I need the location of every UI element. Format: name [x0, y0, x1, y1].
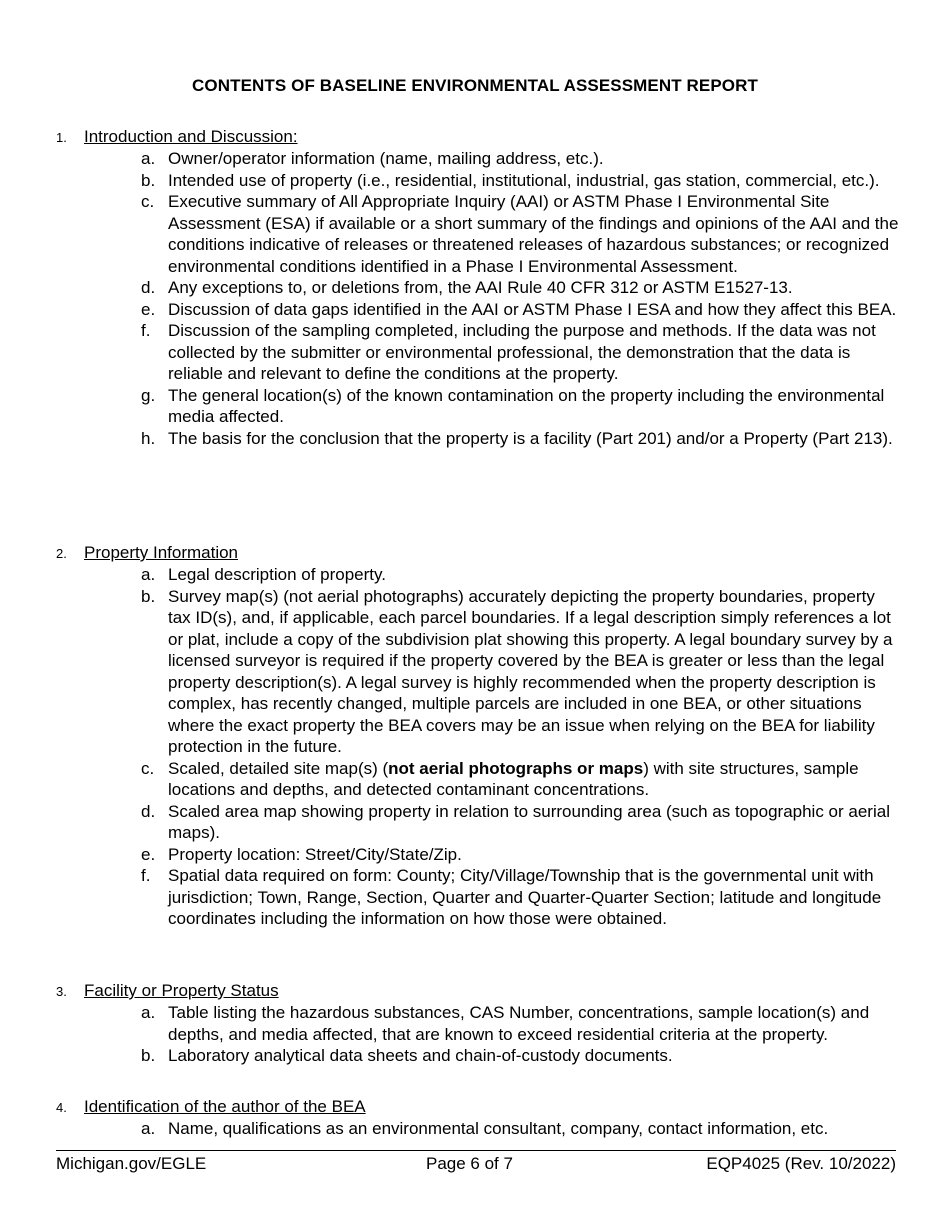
- item-label: g.: [141, 385, 156, 405]
- item-label: a.: [141, 149, 156, 168]
- item-text-bold: not aerial photographs or maps: [388, 758, 644, 778]
- list-item: [141, 586, 901, 758]
- item-text: Scaled area map showing property in relation to surrounding area (such as topographic or aerial maps).: [168, 801, 890, 842]
- item-text: Table listing the hazardous substances, CAS Number, concentrations, sample location(s) and depths, and media affected, that are known to exceed residential criteria at the property.: [168, 1003, 870, 1044]
- item-text: Any exceptions to, or deletions from, the AAI Rule 40 CFR 312 or ASTM E1527-13.: [168, 278, 793, 297]
- section-number: 2.: [56, 546, 67, 561]
- list-item: [141, 320, 901, 385]
- footer-website: Michigan.gov/EGLE: [56, 1154, 207, 1173]
- item-label: f.: [141, 866, 151, 885]
- item-text: Spatial data required on form: County; City/Village/Township that is the governmental unit with jurisdiction; Town, Range, Section, Quarter and Quarter-Quarter Section; latitude and longitude coordinates including the information on how those were obtained.: [168, 866, 882, 928]
- item-text: Name, qualifications as an environmental consultant, company, contact information, etc.: [168, 1119, 829, 1138]
- list-item: [141, 170, 901, 192]
- item-text: Legal description of property.: [168, 565, 386, 584]
- list-item: [141, 865, 901, 930]
- list-item: [141, 385, 901, 428]
- list-item: [141, 1045, 901, 1067]
- section-number: 1.: [56, 130, 67, 145]
- list-item: [141, 1002, 901, 1045]
- section-heading: Identification of the author of the BEA: [84, 1097, 366, 1116]
- item-text: Intended use of property (i.e., residential, institutional, industrial, gas station, commercial, etc.).: [168, 170, 880, 190]
- page-footer: [56, 1150, 896, 1173]
- list-item: [141, 801, 901, 844]
- item-label: b.: [141, 170, 156, 190]
- list-item: [141, 148, 901, 170]
- list-item: [141, 758, 901, 801]
- item-text: Survey map(s) (not aerial photographs) accurately depicting the property boundaries, property tax ID(s), and, if applicable, each parcel boundaries. If a legal description simply references a lot or plat, include a copy of the subdivision plat showing this property. A legal boundary survey by a licensed surveyor is required if the property covered by the BEA is greater or less than the legal property description(s). A legal survey is highly recommended when the property description is complex, has recently changed, multiple parcels are included in one BEA, or other situations where the exact property the BEA covers may be an issue when relying on the BEA for liability protection in the future.: [168, 586, 893, 756]
- footer-page-number: Page 6 of 7: [426, 1154, 513, 1173]
- item-label: d.: [141, 801, 156, 821]
- list-item: [141, 299, 901, 321]
- item-text: The general location(s) of the known contamination on the property including the environmental media affected.: [168, 385, 885, 426]
- item-text: Executive summary of All Appropriate Inquiry (AAI) or ASTM Phase I Environmental Site Assessment (ESA) if available or a short summary of the findings and opinions of the AAI and the conditions indicative of releases or threatened releases of hazardous substances; or recognized environmental conditions identified in a Phase I Environmental Assessment.: [168, 192, 899, 276]
- page-title: CONTENTS OF BASELINE ENVIRONMENTAL ASSESSMENT REPORT: [192, 76, 758, 95]
- section-number: 4.: [56, 1100, 67, 1115]
- item-list: [141, 1118, 901, 1140]
- section-heading: Introduction and Discussion:: [84, 127, 298, 146]
- list-item: [141, 844, 901, 866]
- item-list: [141, 1002, 901, 1067]
- item-text: Discussion of data gaps identified in the AAI or ASTM Phase I ESA and how they affect this BEA.: [168, 299, 897, 319]
- item-list: [141, 564, 901, 930]
- item-text: Property location: Street/City/State/Zip.: [168, 844, 462, 864]
- item-label: b.: [141, 586, 156, 606]
- list-item: [141, 1118, 901, 1140]
- item-label: b.: [141, 1046, 156, 1065]
- item-label: h.: [141, 428, 156, 448]
- list-item: [141, 428, 901, 450]
- item-label: a.: [141, 565, 156, 584]
- item-label: e.: [141, 844, 156, 864]
- item-text: Owner/operator information (name, mailing address, etc.).: [168, 149, 604, 168]
- list-item: [141, 277, 901, 299]
- section-number: 3.: [56, 984, 67, 999]
- item-label: f.: [141, 321, 151, 340]
- section-heading: Facility or Property Status: [84, 981, 279, 1000]
- list-item: [141, 564, 901, 586]
- item-label: d.: [141, 278, 156, 297]
- list-item: [141, 191, 901, 277]
- item-text: Discussion of the sampling completed, including the purpose and methods. If the data was not collected by the submitter or environmental professional, the demonstration that the data is reliable and relevant to define the conditions at the property.: [168, 321, 876, 383]
- item-text: Laboratory analytical data sheets and chain-of-custody documents.: [168, 1046, 673, 1065]
- footer-form-id: EQP4025 (Rev. 10/2022): [706, 1154, 896, 1173]
- item-label: c.: [141, 758, 155, 778]
- item-list: [141, 148, 901, 449]
- item-label: c.: [141, 192, 155, 211]
- section-heading: Property Information: [84, 543, 239, 562]
- item-label: e.: [141, 299, 156, 319]
- item-label: a.: [141, 1003, 156, 1022]
- item-text: The basis for the conclusion that the property is a facility (Part 201) and/or a Property (Part 213).: [168, 428, 893, 448]
- item-label: a.: [141, 1119, 156, 1138]
- item-text-before: Scaled, detailed site map(s) (: [168, 758, 389, 778]
- item-text-after: ) with site structures, sample locations and depths, and detected contaminant concentrations.: [168, 758, 859, 799]
